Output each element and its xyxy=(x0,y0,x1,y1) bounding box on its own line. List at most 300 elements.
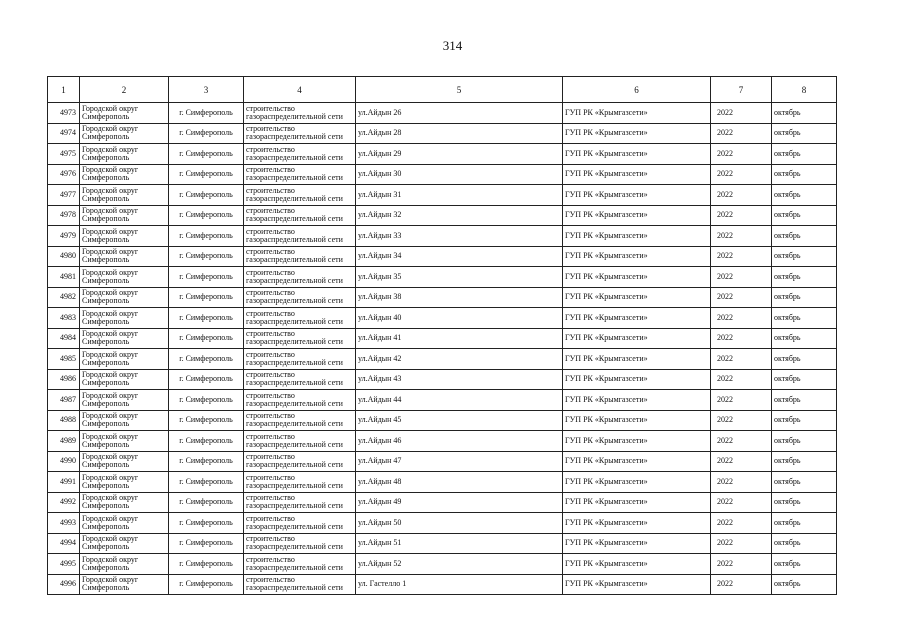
organization-cell: ГУП РК «Крымгазсети» xyxy=(563,103,711,124)
work-type-cell xyxy=(244,431,356,452)
district-line: Городской округ xyxy=(82,206,139,216)
district-line: Городской округ xyxy=(82,575,139,585)
district-cell xyxy=(80,308,169,329)
organization-cell: ГУП РК «Крымгазсети» xyxy=(563,164,711,185)
work-type-cell xyxy=(244,533,356,554)
work-line: строительство xyxy=(246,472,295,482)
work-line: газораспределительной сети xyxy=(246,542,343,552)
city-cell: г. Симферополь xyxy=(169,226,244,247)
year-cell: 2022 xyxy=(711,226,772,247)
month-cell: октябрь xyxy=(772,533,837,554)
district-cell xyxy=(80,472,169,493)
district-line: Городской округ xyxy=(82,267,139,277)
row-number: 4987 xyxy=(48,390,80,411)
year-cell: 2022 xyxy=(711,349,772,370)
row-number: 4996 xyxy=(48,574,80,595)
table-row xyxy=(48,246,837,267)
organization-cell: ГУП РК «Крымгазсети» xyxy=(563,267,711,288)
year-cell: 2022 xyxy=(711,103,772,124)
table-row xyxy=(48,431,837,452)
district-cell xyxy=(80,369,169,390)
work-type-cell xyxy=(244,390,356,411)
district-line: Городской округ xyxy=(82,411,139,421)
work-line: газораспределительной сети xyxy=(246,398,343,408)
row-number: 4981 xyxy=(48,267,80,288)
row-number: 4985 xyxy=(48,349,80,370)
work-type-cell xyxy=(244,513,356,534)
work-line: газораспределительной сети xyxy=(246,132,343,142)
district-cell xyxy=(80,164,169,185)
district-line: Симферополь xyxy=(82,542,130,552)
work-type-cell xyxy=(244,103,356,124)
district-line: Симферополь xyxy=(82,316,130,326)
organization-cell: ГУП РК «Крымгазсети» xyxy=(563,574,711,595)
city-cell: г. Симферополь xyxy=(169,431,244,452)
year-cell: 2022 xyxy=(711,554,772,575)
address-cell: ул.Айдын 26 xyxy=(356,103,563,124)
work-line: газораспределительной сети xyxy=(246,275,343,285)
organization-cell: ГУП РК «Крымгазсети» xyxy=(563,410,711,431)
work-type-cell xyxy=(244,267,356,288)
district-line: Городской округ xyxy=(82,288,139,298)
district-line: Симферополь xyxy=(82,111,130,121)
month-cell: октябрь xyxy=(772,226,837,247)
work-type-cell xyxy=(244,492,356,513)
work-line: газораспределительной сети xyxy=(246,193,343,203)
work-line: строительство xyxy=(246,370,295,380)
city-cell: г. Симферополь xyxy=(169,164,244,185)
work-line: газораспределительной сети xyxy=(246,316,343,326)
city-cell: г. Симферополь xyxy=(169,369,244,390)
year-cell: 2022 xyxy=(711,205,772,226)
organization-cell: ГУП РК «Крымгазсети» xyxy=(563,492,711,513)
district-cell xyxy=(80,349,169,370)
row-number: 4977 xyxy=(48,185,80,206)
city-cell: г. Симферополь xyxy=(169,267,244,288)
work-type-cell xyxy=(244,144,356,165)
address-cell: ул.Айдын 45 xyxy=(356,410,563,431)
address-cell: ул.Айдын 33 xyxy=(356,226,563,247)
work-type-cell xyxy=(244,185,356,206)
organization-cell: ГУП РК «Крымгазсети» xyxy=(563,287,711,308)
row-number: 4974 xyxy=(48,123,80,144)
year-cell: 2022 xyxy=(711,267,772,288)
address-cell: ул.Айдын 49 xyxy=(356,492,563,513)
city-cell: г. Симферополь xyxy=(169,103,244,124)
table-row xyxy=(48,513,837,534)
work-line: газораспределительной сети xyxy=(246,378,343,388)
work-line: газораспределительной сети xyxy=(246,152,343,162)
district-line: Городской округ xyxy=(82,124,139,134)
table-row xyxy=(48,492,837,513)
address-cell: ул.Айдын 51 xyxy=(356,533,563,554)
district-line: Городской округ xyxy=(82,247,139,257)
work-line: газораспределительной сети xyxy=(246,460,343,470)
work-line: газораспределительной сети xyxy=(246,255,343,265)
address-cell: ул.Айдын 40 xyxy=(356,308,563,329)
district-line: Городской округ xyxy=(82,144,139,154)
district-line: Симферополь xyxy=(82,480,130,490)
month-cell: октябрь xyxy=(772,369,837,390)
header-cell: 5 xyxy=(356,77,563,103)
district-line: Симферополь xyxy=(82,152,130,162)
work-line: строительство xyxy=(246,431,295,441)
row-number: 4976 xyxy=(48,164,80,185)
work-line: строительство xyxy=(246,390,295,400)
city-cell: г. Симферополь xyxy=(169,246,244,267)
district-line: Городской округ xyxy=(82,513,139,523)
district-line: Городской округ xyxy=(82,370,139,380)
work-type-cell xyxy=(244,451,356,472)
month-cell: октябрь xyxy=(772,574,837,595)
work-line: строительство xyxy=(246,493,295,503)
address-cell: ул.Айдын 43 xyxy=(356,369,563,390)
work-type-cell xyxy=(244,246,356,267)
district-line: Симферополь xyxy=(82,419,130,429)
row-number: 4984 xyxy=(48,328,80,349)
district-cell xyxy=(80,492,169,513)
district-line: Симферополь xyxy=(82,460,130,470)
month-cell: октябрь xyxy=(772,349,837,370)
year-cell: 2022 xyxy=(711,144,772,165)
district-line: Городской округ xyxy=(82,308,139,318)
table-row xyxy=(48,328,837,349)
organization-cell: ГУП РК «Крымгазсети» xyxy=(563,451,711,472)
district-line: Симферополь xyxy=(82,234,130,244)
city-cell: г. Симферополь xyxy=(169,451,244,472)
year-cell: 2022 xyxy=(711,369,772,390)
work-line: газораспределительной сети xyxy=(246,521,343,531)
city-cell: г. Симферополь xyxy=(169,410,244,431)
address-cell: ул.Айдын 41 xyxy=(356,328,563,349)
district-cell xyxy=(80,431,169,452)
month-cell: октябрь xyxy=(772,308,837,329)
district-line: Симферополь xyxy=(82,583,130,593)
district-cell xyxy=(80,185,169,206)
month-cell: октябрь xyxy=(772,267,837,288)
city-cell: г. Симферополь xyxy=(169,308,244,329)
work-line: строительство xyxy=(246,452,295,462)
address-cell: ул.Айдын 29 xyxy=(356,144,563,165)
header-cell: 8 xyxy=(772,77,837,103)
city-cell: г. Симферополь xyxy=(169,390,244,411)
table-row xyxy=(48,226,837,247)
organization-cell: ГУП РК «Крымгазсети» xyxy=(563,369,711,390)
header-cell: 4 xyxy=(244,77,356,103)
work-line: строительство xyxy=(246,103,295,113)
table-row xyxy=(48,308,837,329)
row-number: 4978 xyxy=(48,205,80,226)
work-type-cell xyxy=(244,410,356,431)
organization-cell: ГУП РК «Крымгазсети» xyxy=(563,205,711,226)
row-number: 4991 xyxy=(48,472,80,493)
organization-cell: ГУП РК «Крымгазсети» xyxy=(563,308,711,329)
work-line: газораспределительной сети xyxy=(246,214,343,224)
month-cell: октябрь xyxy=(772,390,837,411)
row-number: 4993 xyxy=(48,513,80,534)
address-cell: ул.Айдын 42 xyxy=(356,349,563,370)
work-line: строительство xyxy=(246,185,295,195)
row-number: 4983 xyxy=(48,308,80,329)
district-cell xyxy=(80,328,169,349)
month-cell: октябрь xyxy=(772,472,837,493)
organization-cell: ГУП РК «Крымгазсети» xyxy=(563,185,711,206)
month-cell: октябрь xyxy=(772,123,837,144)
header-row xyxy=(48,77,837,103)
work-type-cell xyxy=(244,328,356,349)
district-line: Городской округ xyxy=(82,431,139,441)
work-line: строительство xyxy=(246,575,295,585)
table-row xyxy=(48,164,837,185)
table-row xyxy=(48,451,837,472)
table-row xyxy=(48,574,837,595)
district-line: Городской округ xyxy=(82,554,139,564)
year-cell: 2022 xyxy=(711,287,772,308)
work-line: строительство xyxy=(246,144,295,154)
table-row xyxy=(48,185,837,206)
district-line: Симферополь xyxy=(82,439,130,449)
year-cell: 2022 xyxy=(711,472,772,493)
work-line: строительство xyxy=(246,165,295,175)
page-number: 314 xyxy=(442,38,463,53)
month-cell: октябрь xyxy=(772,410,837,431)
work-line: строительство xyxy=(246,267,295,277)
district-line: Городской округ xyxy=(82,329,139,339)
address-cell: ул.Айдын 50 xyxy=(356,513,563,534)
year-cell: 2022 xyxy=(711,431,772,452)
district-line: Симферополь xyxy=(82,378,130,388)
district-cell xyxy=(80,287,169,308)
month-cell: октябрь xyxy=(772,451,837,472)
work-line: строительство xyxy=(246,206,295,216)
work-line: газораспределительной сети xyxy=(246,480,343,490)
organization-cell: ГУП РК «Крымгазсети» xyxy=(563,472,711,493)
address-cell: ул.Айдын 31 xyxy=(356,185,563,206)
work-type-cell xyxy=(244,205,356,226)
work-line: строительство xyxy=(246,554,295,564)
table-row xyxy=(48,369,837,390)
district-line: Городской округ xyxy=(82,390,139,400)
work-line: строительство xyxy=(246,534,295,544)
month-cell: октябрь xyxy=(772,328,837,349)
address-cell: ул.Айдын 47 xyxy=(356,451,563,472)
district-cell xyxy=(80,554,169,575)
city-cell: г. Симферополь xyxy=(169,533,244,554)
work-line: газораспределительной сети xyxy=(246,439,343,449)
district-cell xyxy=(80,533,169,554)
city-cell: г. Симферополь xyxy=(169,287,244,308)
work-line: газораспределительной сети xyxy=(246,234,343,244)
organization-cell: ГУП РК «Крымгазсети» xyxy=(563,144,711,165)
organization-cell: ГУП РК «Крымгазсети» xyxy=(563,226,711,247)
district-line: Симферополь xyxy=(82,398,130,408)
city-cell: г. Симферополь xyxy=(169,492,244,513)
district-line: Симферополь xyxy=(82,521,130,531)
year-cell: 2022 xyxy=(711,123,772,144)
work-line: газораспределительной сети xyxy=(246,419,343,429)
header-cell: 6 xyxy=(563,77,711,103)
table-row xyxy=(48,287,837,308)
district-cell xyxy=(80,226,169,247)
work-line: газораспределительной сети xyxy=(246,583,343,593)
month-cell: октябрь xyxy=(772,492,837,513)
organization-cell: ГУП РК «Крымгазсети» xyxy=(563,349,711,370)
data-table xyxy=(47,76,837,595)
table-row xyxy=(48,533,837,554)
district-line: Городской округ xyxy=(82,452,139,462)
year-cell: 2022 xyxy=(711,410,772,431)
city-cell: г. Симферополь xyxy=(169,144,244,165)
table-row xyxy=(48,349,837,370)
month-cell: октябрь xyxy=(772,103,837,124)
work-line: газораспределительной сети xyxy=(246,111,343,121)
organization-cell: ГУП РК «Крымгазсети» xyxy=(563,246,711,267)
table-row xyxy=(48,410,837,431)
month-cell: октябрь xyxy=(772,554,837,575)
city-cell: г. Симферополь xyxy=(169,472,244,493)
year-cell: 2022 xyxy=(711,164,772,185)
district-cell xyxy=(80,205,169,226)
year-cell: 2022 xyxy=(711,513,772,534)
district-line: Симферополь xyxy=(82,275,130,285)
work-type-cell xyxy=(244,287,356,308)
address-cell: ул.Айдын 52 xyxy=(356,554,563,575)
district-line: Городской округ xyxy=(82,493,139,503)
address-cell: ул.Айдын 38 xyxy=(356,287,563,308)
organization-cell: ГУП РК «Крымгазсети» xyxy=(563,328,711,349)
table-row xyxy=(48,103,837,124)
work-type-cell xyxy=(244,554,356,575)
work-type-cell xyxy=(244,349,356,370)
month-cell: октябрь xyxy=(772,513,837,534)
year-cell: 2022 xyxy=(711,390,772,411)
city-cell: г. Симферополь xyxy=(169,574,244,595)
district-line: Городской округ xyxy=(82,165,139,175)
work-type-cell xyxy=(244,369,356,390)
city-cell: г. Симферополь xyxy=(169,205,244,226)
table-body xyxy=(48,103,837,595)
organization-cell: ГУП РК «Крымгазсети» xyxy=(563,431,711,452)
row-number: 4988 xyxy=(48,410,80,431)
table-row xyxy=(48,390,837,411)
address-cell: ул.Айдын 44 xyxy=(356,390,563,411)
work-line: строительство xyxy=(246,226,295,236)
row-number: 4990 xyxy=(48,451,80,472)
address-cell: ул.Айдын 32 xyxy=(356,205,563,226)
city-cell: г. Симферополь xyxy=(169,123,244,144)
district-cell xyxy=(80,267,169,288)
year-cell: 2022 xyxy=(711,328,772,349)
district-cell xyxy=(80,246,169,267)
address-cell: ул.Айдын 48 xyxy=(356,472,563,493)
organization-cell: ГУП РК «Крымгазсети» xyxy=(563,390,711,411)
city-cell: г. Симферополь xyxy=(169,349,244,370)
row-number: 4973 xyxy=(48,103,80,124)
district-line: Симферополь xyxy=(82,193,130,203)
organization-cell: ГУП РК «Крымгазсети» xyxy=(563,533,711,554)
row-number: 4994 xyxy=(48,533,80,554)
work-line: строительство xyxy=(246,288,295,298)
row-number: 4979 xyxy=(48,226,80,247)
header-cell: 1 xyxy=(48,77,80,103)
table-row xyxy=(48,205,837,226)
work-line: газораспределительной сети xyxy=(246,337,343,347)
organization-cell: ГУП РК «Крымгазсети» xyxy=(563,513,711,534)
year-cell: 2022 xyxy=(711,451,772,472)
district-line: Городской округ xyxy=(82,472,139,482)
work-line: строительство xyxy=(246,349,295,359)
city-cell: г. Симферополь xyxy=(169,513,244,534)
month-cell: октябрь xyxy=(772,287,837,308)
row-number: 4992 xyxy=(48,492,80,513)
work-type-cell xyxy=(244,574,356,595)
district-line: Городской округ xyxy=(82,226,139,236)
district-cell xyxy=(80,574,169,595)
year-cell: 2022 xyxy=(711,492,772,513)
district-line: Городской округ xyxy=(82,185,139,195)
district-cell xyxy=(80,144,169,165)
row-number: 4980 xyxy=(48,246,80,267)
district-cell xyxy=(80,390,169,411)
year-cell: 2022 xyxy=(711,185,772,206)
month-cell: октябрь xyxy=(772,246,837,267)
row-number: 4975 xyxy=(48,144,80,165)
work-line: строительство xyxy=(246,247,295,257)
work-line: строительство xyxy=(246,329,295,339)
header-cell: 7 xyxy=(711,77,772,103)
row-number: 4989 xyxy=(48,431,80,452)
year-cell: 2022 xyxy=(711,308,772,329)
address-cell: ул. Гастелло 1 xyxy=(356,574,563,595)
month-cell: октябрь xyxy=(772,185,837,206)
work-type-cell xyxy=(244,308,356,329)
work-line: газораспределительной сети xyxy=(246,173,343,183)
year-cell: 2022 xyxy=(711,574,772,595)
district-line: Симферополь xyxy=(82,337,130,347)
header-cell: 3 xyxy=(169,77,244,103)
address-cell: ул.Айдын 34 xyxy=(356,246,563,267)
table-row xyxy=(48,554,837,575)
work-type-cell xyxy=(244,472,356,493)
month-cell: октябрь xyxy=(772,164,837,185)
district-line: Симферополь xyxy=(82,214,130,224)
district-line: Симферополь xyxy=(82,173,130,183)
work-line: строительство xyxy=(246,411,295,421)
city-cell: г. Симферополь xyxy=(169,554,244,575)
district-cell xyxy=(80,123,169,144)
work-line: газораспределительной сети xyxy=(246,562,343,572)
work-line: газораспределительной сети xyxy=(246,501,343,511)
work-type-cell xyxy=(244,123,356,144)
district-line: Симферополь xyxy=(82,296,130,306)
district-line: Городской округ xyxy=(82,349,139,359)
work-line: строительство xyxy=(246,124,295,134)
district-line: Городской округ xyxy=(82,103,139,113)
month-cell: октябрь xyxy=(772,144,837,165)
city-cell: г. Симферополь xyxy=(169,328,244,349)
work-type-cell xyxy=(244,164,356,185)
district-cell xyxy=(80,103,169,124)
district-line: Симферополь xyxy=(82,132,130,142)
district-line: Симферополь xyxy=(82,357,130,367)
address-cell: ул.Айдын 30 xyxy=(356,164,563,185)
table-row xyxy=(48,123,837,144)
month-cell: октябрь xyxy=(772,431,837,452)
district-cell xyxy=(80,451,169,472)
district-line: Городской округ xyxy=(82,534,139,544)
district-line: Симферополь xyxy=(82,501,130,511)
work-line: строительство xyxy=(246,513,295,523)
